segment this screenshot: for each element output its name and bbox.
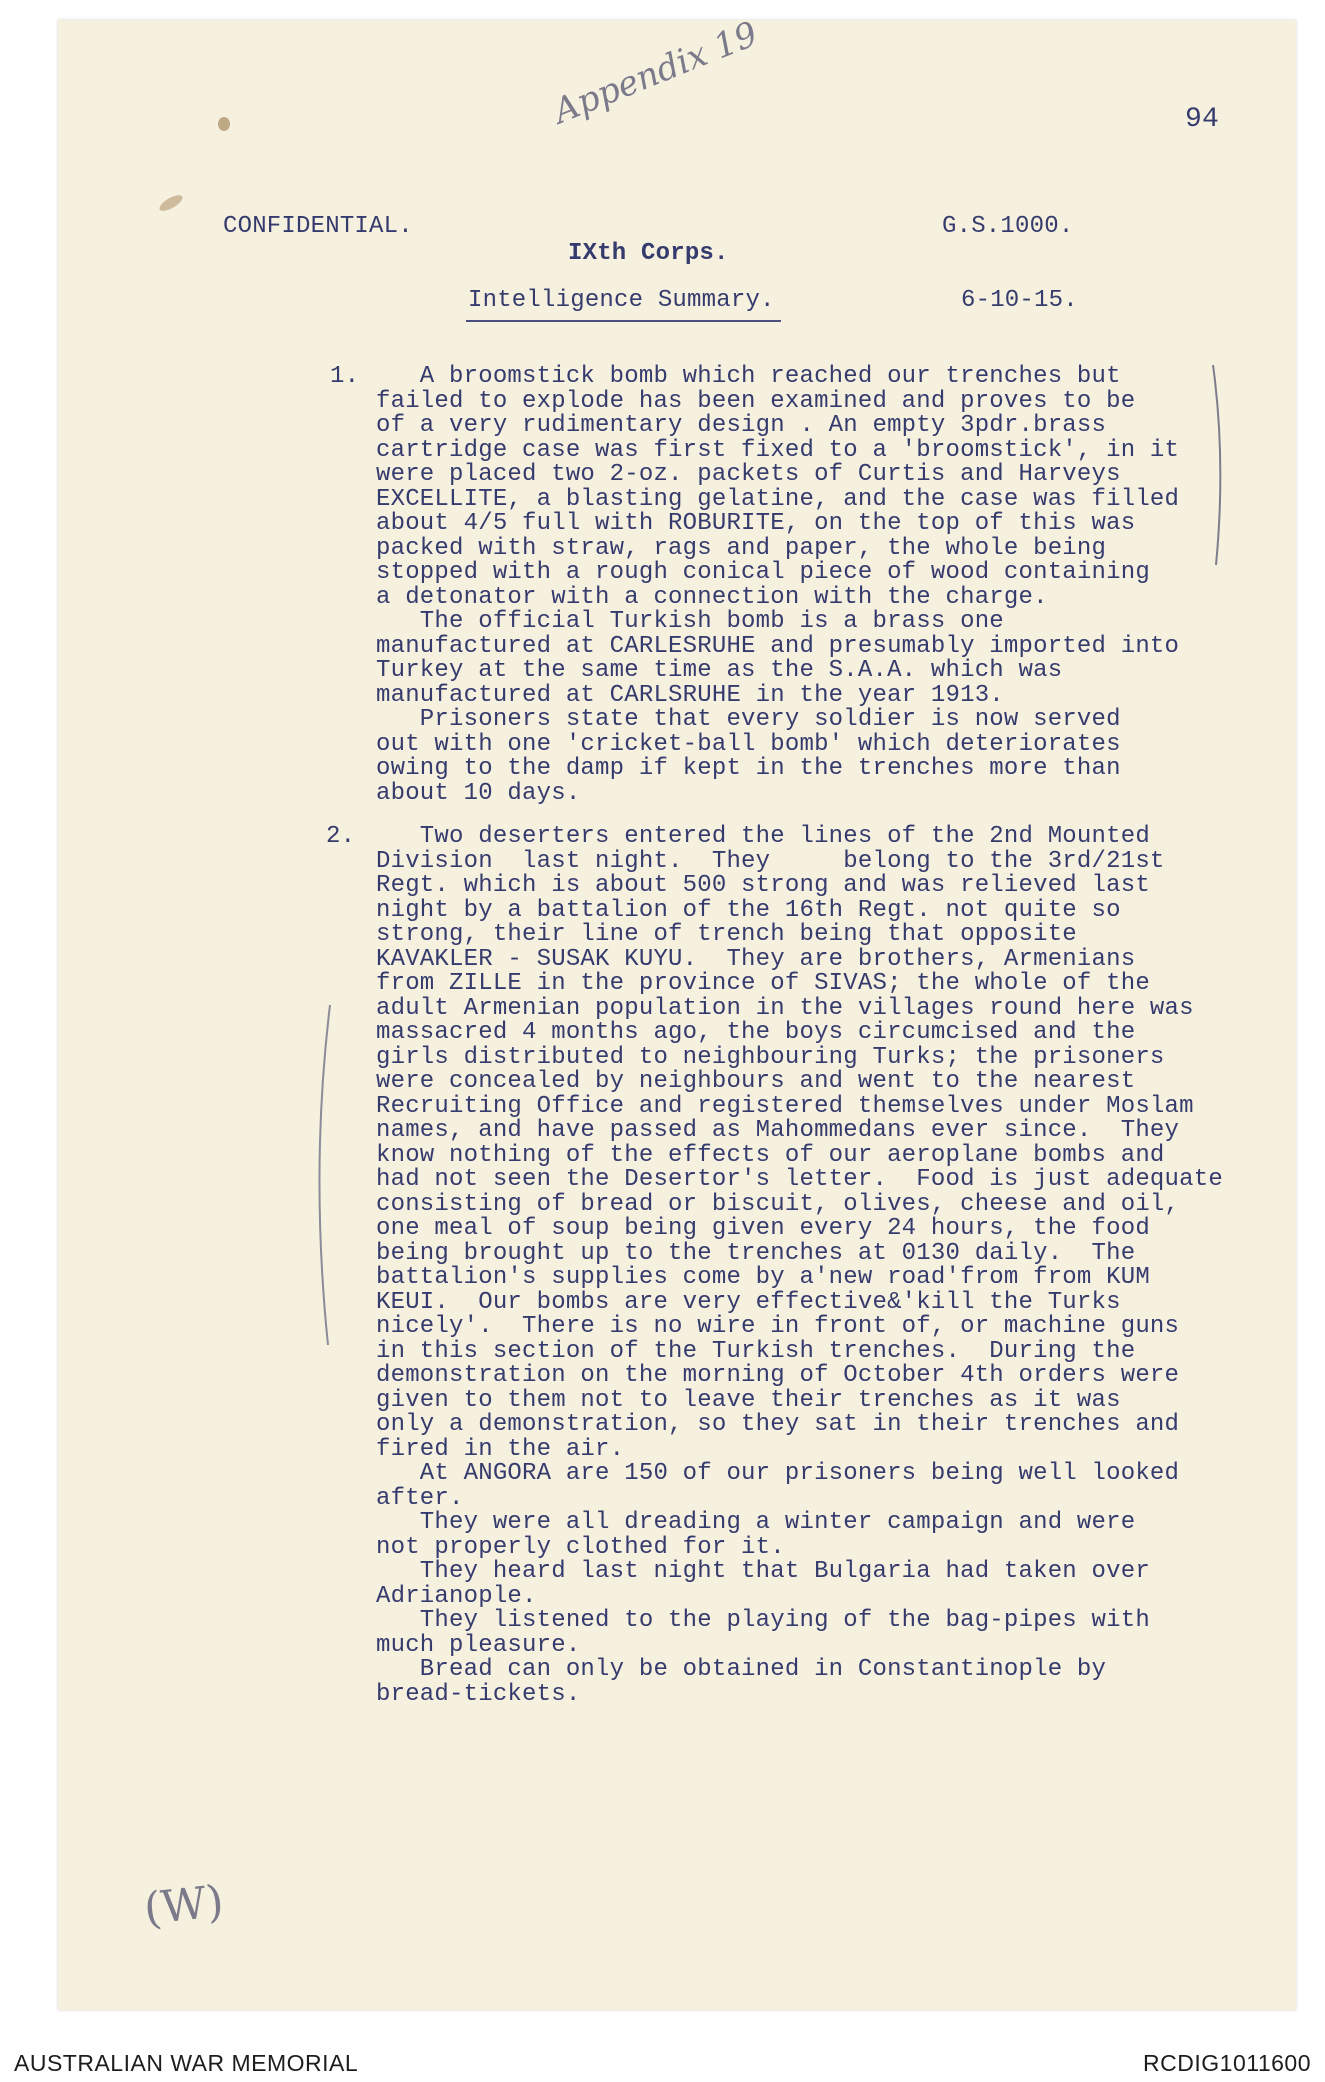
body-line: They heard last night that Bulgaria had taken over: [376, 1558, 1150, 1585]
body-line: a detonator with a connection with the charge.: [376, 583, 1048, 611]
body-line: The official Turkish bomb is a brass one: [376, 608, 1004, 635]
body-line: only a demonstration, so they sat in their trenches and: [376, 1411, 1180, 1438]
body-line: They were all dreading a winter campaign and were: [376, 1509, 1136, 1536]
body-line: nicely'. There is no wire in front of, or machine guns: [376, 1313, 1180, 1340]
body-line: were placed two 2-oz. packets of Curtis and Harveys: [376, 461, 1121, 488]
body-line: out with one 'cricket-ball bomb' which deteriorates: [376, 730, 1121, 758]
body-line: packed with straw, rags and paper, the whole being: [376, 534, 1107, 562]
body-line: stopped with a rough conical piece of wood containing: [376, 559, 1150, 586]
handwritten-mark: (W): [141, 1875, 227, 1936]
body-line: manufactured at CARLSRUHE in the year 1913.: [376, 681, 1004, 709]
section-number: 1.: [330, 363, 360, 390]
body-line: consisting of bread or biscuit, olives, cheese and oil,: [376, 1190, 1180, 1218]
body-line: manufactured at CARLESRUHE and presumably imported into: [376, 632, 1180, 660]
body-line: bread-tickets.: [376, 1680, 581, 1708]
unit-heading: IXth Corps.: [568, 240, 729, 267]
body-line: about 4/5 full with ROBURITE, on the top of this was: [376, 510, 1136, 537]
body-line: were concealed by neighbours and went to the nearest: [376, 1068, 1136, 1095]
page-number: 94: [1185, 104, 1220, 135]
body-line: Regt. which is about 500 strong and was relieved last: [376, 872, 1150, 899]
reference-number: G.S.1000.: [942, 213, 1074, 240]
document-date: 6-10-15.: [961, 287, 1078, 314]
body-line: massacred 4 months ago, the boys circumcised and the: [376, 1019, 1136, 1046]
body-line: of a very rudimentary design . An empty 3pdr.brass: [376, 412, 1107, 439]
body-line: about 10 days.: [376, 779, 581, 807]
paper-stain: [218, 117, 230, 131]
body-line: owing to the damp if kept in the trenches more than: [376, 755, 1121, 782]
body-line: know nothing of the effects of our aeroplane bombs and: [376, 1141, 1165, 1169]
body-line: one meal of soup being given every 24 hours, the food: [376, 1215, 1150, 1242]
margin-bracket: [308, 1000, 338, 1350]
body-line: night by a battalion of the 16th Regt. not quite so: [376, 896, 1121, 924]
body-line: names, and have passed as Mahommedans ever since. They: [376, 1117, 1180, 1144]
classification: CONFIDENTIAL.: [223, 213, 413, 240]
body-line: failed to explode has been examined and proves to be: [376, 387, 1136, 415]
body-line: cartridge case was first fixed to a 'broomstick', in it: [376, 436, 1180, 464]
paper-stain: [157, 192, 185, 214]
body-line: A broomstick bomb which reached our trenches but: [376, 363, 1121, 390]
handwritten-annotation: Appendix 19: [548, 13, 764, 133]
body-line: girls distributed to neighbouring Turks; the prisoners: [376, 1043, 1165, 1071]
body-line: being brought up to the trenches at 0130 daily. The: [376, 1239, 1136, 1267]
body-line: in this section of the Turkish trenches. During the: [376, 1337, 1136, 1365]
title-underline: [466, 320, 781, 322]
document-title: Intelligence Summary.: [468, 287, 775, 314]
body-line: EXCELLITE, a blasting gelatine, and the case was filled: [376, 485, 1180, 513]
body-line: They listened to the playing of the bag-pipes with: [376, 1607, 1150, 1634]
body-line: strong, their line of trench being that opposite: [376, 921, 1077, 948]
footer-id: RCDIG1011600: [1143, 2050, 1311, 2076]
body-line: after.: [376, 1484, 464, 1512]
body-line: not properly clothed for it.: [376, 1533, 785, 1561]
body-line: Prisoners state that every soldier is now served: [376, 706, 1121, 733]
body-line: adult Armenian population in the villages round here was: [376, 994, 1194, 1022]
body-line: Division last night. They belong to the 3rd/21st: [376, 847, 1165, 875]
body-line: had not seen the Desertor's letter. Food is just adequate: [376, 1166, 1223, 1193]
body-line: Adrianople.: [376, 1582, 537, 1610]
section-number: 2.: [326, 823, 356, 850]
margin-bracket: [1208, 360, 1238, 570]
body-line: much pleasure.: [376, 1631, 581, 1659]
document-page: [58, 13, 1296, 2010]
body-line: Two deserters entered the lines of the 2nd Mounted: [376, 823, 1150, 850]
body-line: battalion's supplies come by a'new road'from from KUM: [376, 1264, 1150, 1291]
body-line: KEUI. Our bombs are very effective&'kill the Turks: [376, 1288, 1121, 1316]
body-line: fired in the air.: [376, 1435, 625, 1463]
body-line: demonstration on the morning of October 4th orders were: [376, 1362, 1180, 1389]
body-line: At ANGORA are 150 of our prisoners being well looked: [376, 1460, 1180, 1487]
body-line: KAVAKLER - SUSAK KUYU. They are brothers, Armenians: [376, 945, 1136, 973]
body-line: given to them not to leave their trenches as it was: [376, 1386, 1121, 1414]
body-line: Bread can only be obtained in Constantinople by: [376, 1656, 1107, 1683]
body-line: Recruiting Office and registered themselves under Moslam: [376, 1092, 1194, 1120]
body-line: from ZILLE in the province of SIVAS; the whole of the: [376, 970, 1150, 997]
body-line: Turkey at the same time as the S.A.A. which was: [376, 657, 1063, 684]
footer-source: AUSTRALIAN WAR MEMORIAL: [14, 2050, 359, 2076]
